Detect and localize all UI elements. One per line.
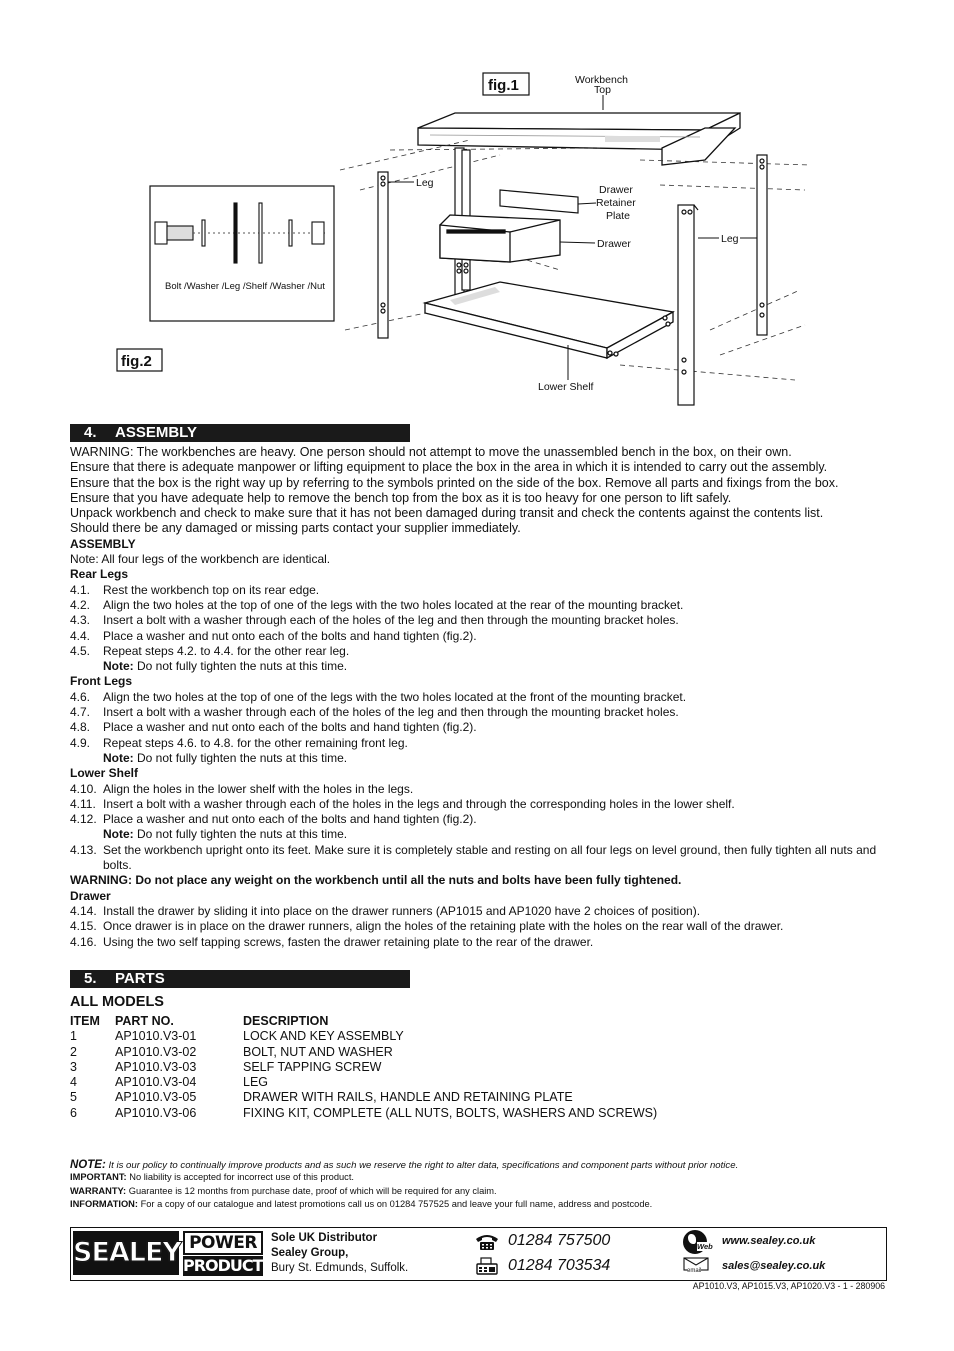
drawer-retainer-label: Plate [606, 210, 630, 222]
leg-right-label: Leg [721, 233, 739, 245]
step-note: Note: Do not fully tighten the nuts at this time. [103, 827, 348, 842]
step-item: 4.11. Insert a bolt with a washer through each of the holes in the legs and through the corresponding holes in the lower shelf. [70, 796, 735, 811]
workbench-top-label: Workbench [575, 74, 628, 86]
step-item: 4.1. Rest the workbench top on its rear edge. [70, 582, 320, 597]
lower-shelf-heading: Lower Shelf [70, 766, 139, 781]
rear-legs-heading: Rear Legs [70, 567, 129, 582]
email-link[interactable]: sales@sealey.co.uk [722, 1260, 826, 1272]
information-line: INFORMATION: For a copy of our catalogue and latest promotions call us on 01284 757525 and leave your full name, address and postcode. [70, 1199, 653, 1209]
assembly-diagram [0, 60, 954, 415]
drawer-retainer-label: Retainer [596, 197, 636, 209]
distributor-block: Sole UK Distributor Sealey Group, Bury St. Edmunds, Suffolk. [271, 1232, 409, 1274]
sealey-logo: SEALEY [73, 1231, 179, 1275]
step-item: 4.15. Once drawer is in place on the drawer runners, align the holes of the retaining plate with the holes on the rear wall of the drawer. [70, 919, 784, 934]
email-icon [683, 1257, 709, 1275]
step-item-continued: bolts. [103, 858, 132, 873]
drawer-label: Drawer [597, 238, 631, 250]
step-item: 4.2. Align the two holes at the top of one of the legs with the two holes located at the rear of the mounting bracket. [70, 597, 684, 612]
fax-number: 01284 703534 [508, 1257, 611, 1274]
drawer-retainer-label: Drawer [599, 184, 633, 196]
section-header-assembly: 4. ASSEMBLY [70, 424, 410, 442]
leg-right-shape [678, 155, 767, 405]
globe-icon [681, 1230, 711, 1254]
drawer-shape [440, 215, 560, 262]
step-item: 4.4. Place a washer and nut onto each of the bolts and hand tighten (fig.2). [70, 628, 477, 643]
step-item: 4.3. Insert a bolt with a washer through each of the holes of the leg and then through the mounting bracket holes. [70, 613, 679, 628]
power-products-logo: POWER PRODUCTS [183, 1233, 274, 1275]
footer [70, 1227, 887, 1281]
assembly-body [70, 445, 885, 950]
assembly-subheading: ASSEMBLY [70, 536, 136, 551]
warning-text: WARNING: Do not place any weight on the workbench until all the nuts and bolts have been fully tightened. [70, 873, 682, 888]
web-icon-label: Web [697, 1242, 713, 1251]
leg-left-shape [378, 172, 388, 338]
important-line: IMPORTANT: No liability is accepted for incorrect use of this product. [70, 1172, 355, 1182]
drawer-heading: Drawer [70, 888, 111, 903]
table-row: 2 AP1010.V3-02 BOLT, NUT AND WASHER [70, 1044, 393, 1059]
section-header-parts: 5. PARTS [70, 970, 410, 988]
parts-table [70, 1014, 657, 1121]
step-item: 4.12. Place a washer and nut onto each of the bolts and hand tighten (fig.2). [70, 812, 477, 827]
table-row: 6 AP1010.V3-06 FIXING KIT, COMPLETE (ALL NUTS, BOLTS, WASHERS AND SCREWS) [70, 1105, 658, 1120]
fig2-label: fig.2 [121, 353, 152, 370]
fig1-label: fig.1 [488, 77, 519, 94]
legal-notes [70, 1159, 885, 1212]
assembly-intro: WARNING: The workbenches are heavy. One person should not attempt to move the unassembled bench in the box, on their own. Ensure that there is adequate manpower or lifting equipment to place the box in the area in which it is intended to carry out the assembly. Ensure that the box is the right way up by referring to the symbols printed on the side of the box. Remove all parts and fixings from the box. Ensure that you have adequate help to remove the bench top from the box as it is too heavy for one person to lift safely. Unpack workbench and check to make sure that it has not been damaged during transit and check the contents against the contents list. Should there be any damaged or missing parts contact your supplier immediately. [70, 445, 839, 536]
table-row: 4 AP1010.V3-04 LEG [70, 1075, 269, 1090]
step-item: 4.8. Place a washer and nut onto each of the bolts and hand tighten (fig.2). [70, 720, 477, 735]
front-legs-heading: Front Legs [70, 674, 132, 689]
lower-shelf-label: Lower Shelf [538, 381, 594, 393]
warranty-line: WARRANTY: Guarantee is 12 months from purchase date, proof of which will be required for any claim. [70, 1185, 497, 1196]
email-icon-label: email [687, 1268, 702, 1274]
leg-left-label: Leg [416, 177, 434, 189]
table-row: 5 AP1010.V3-05 DRAWER WITH RAILS, HANDLE AND RETAINING PLATE [70, 1090, 573, 1105]
step-item: 4.16. Using the two self tapping screws, fasten the drawer retaining plate to the rear of the drawer. [70, 934, 594, 949]
table-row: 3 AP1010.V3-03 SELF TAPPING SCREW [70, 1059, 382, 1074]
fax-icon [476, 1257, 498, 1275]
website-link[interactable]: www.sealey.co.uk [722, 1235, 816, 1247]
step-item: 4.7. Insert a bolt with a washer through each of the holes of the leg and then through the mounting bracket holes. [70, 705, 679, 720]
table-row: 1 AP1010.V3-01 LOCK AND KEY ASSEMBLY [70, 1029, 404, 1044]
table-header-row: ITEM PART NO. DESCRIPTION [70, 1014, 329, 1028]
step-note: Note: Do not fully tighten the nuts at this time. [103, 659, 348, 674]
step-item: 4.10. Align the holes in the lower shelf with the holes in the legs. [70, 781, 414, 796]
assembly-note: Note: All four legs of the workbench are identical. [70, 552, 331, 567]
all-models-heading: ALL MODELS [70, 994, 164, 1010]
workbench-top-label: Top [594, 84, 611, 96]
step-note: Note: Do not fully tighten the nuts at this time. [103, 750, 348, 765]
step-item: 4.9. Repeat steps 4.6. to 4.8. for the other remaining front leg. [70, 735, 408, 750]
lower-shelf-shape [425, 282, 673, 358]
step-item: 4.6. Align the two holes at the top of one of the legs with the two holes located at the front of the mounting bracket. [70, 689, 687, 704]
document-reference: AP1010.V3, AP1015.V3, AP1020.V3 - 1 - 280906 [692, 1281, 885, 1291]
step-item: 4.5. Repeat steps 4.2. to 4.4. for the other rear leg. [70, 643, 350, 658]
fastener-labels: Bolt /Washer /Leg /Shelf /Washer /Nut [165, 281, 325, 292]
note-line: NOTE: It is our policy to continually improve products and as such we reserve the right to alter data, specifications and component parts without prior notice. [70, 1159, 739, 1171]
step-item: 4.14. Install the drawer by sliding it into place on the drawer runners (AP1015 and AP1020 have 2 choices of position). [70, 903, 701, 918]
telephone-icon [474, 1233, 500, 1251]
step-item: 4.13. Set the workbench upright onto its feet. Make sure it is completely stable and resting on all four legs on level ground, then fully tighten all nuts and [70, 842, 877, 857]
phone-number: 01284 757500 [508, 1232, 611, 1249]
